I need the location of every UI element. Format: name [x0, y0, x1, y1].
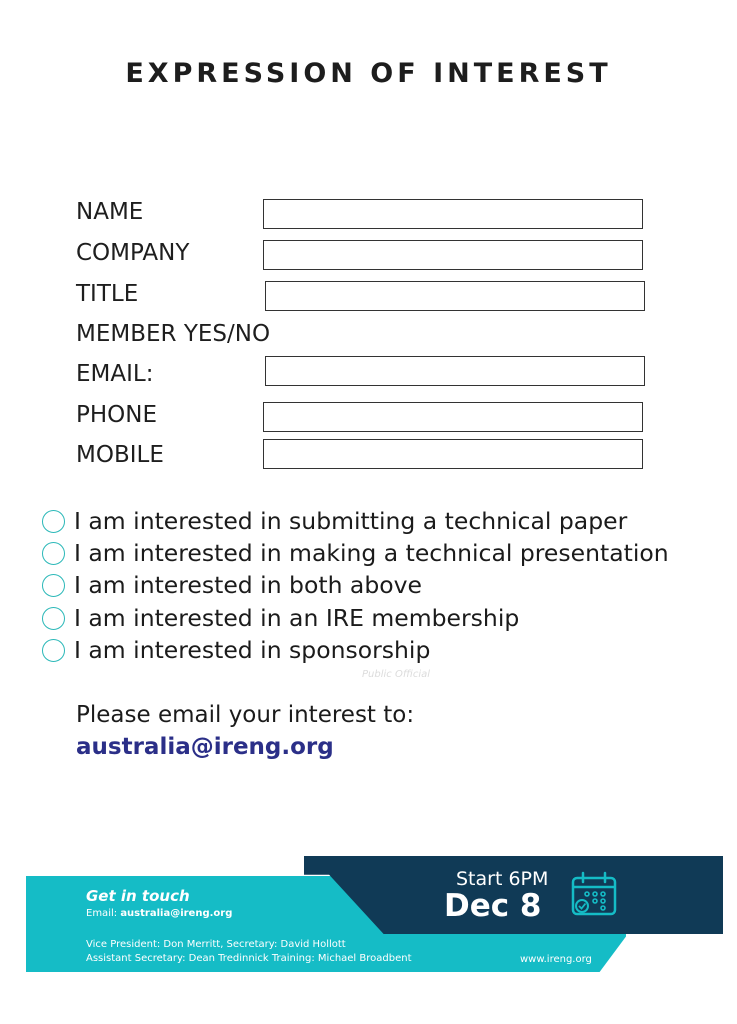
radio-button[interactable]: [42, 510, 65, 533]
radio-button[interactable]: [42, 607, 65, 630]
phone-label: PHONE: [76, 402, 158, 428]
option-both[interactable]: [42, 570, 422, 600]
email-prompt: Please email your interest to:: [76, 702, 415, 728]
email-label: EMAIL:: [76, 361, 154, 387]
phone-field[interactable]: [263, 402, 643, 432]
title-label: TITLE: [76, 281, 139, 307]
website-link[interactable]: www.ireng.org: [520, 954, 592, 965]
watermark: Public Official: [362, 669, 430, 680]
radio-button[interactable]: [42, 542, 65, 565]
mobile-label: MOBILE: [76, 442, 164, 468]
option-technical-presentation[interactable]: [42, 538, 669, 568]
option-label: I am interested in sponsorship: [74, 636, 431, 664]
option-label: I am interested in submitting a technical paper: [74, 507, 628, 535]
footer-email-address[interactable]: australia@ireng.org: [120, 908, 233, 919]
name-field[interactable]: [263, 199, 643, 229]
title-field[interactable]: [265, 281, 645, 311]
member-label: MEMBER YES/NO: [76, 321, 271, 347]
radio-button[interactable]: [42, 574, 65, 597]
company-field[interactable]: [263, 240, 643, 270]
mobile-field[interactable]: [263, 439, 643, 469]
option-membership[interactable]: [42, 603, 519, 633]
radio-button[interactable]: [42, 639, 65, 662]
option-label: I am interested in making a technical presentation: [74, 539, 669, 567]
officers-line-1: Vice President: Don Merritt, Secretary: David Hollott: [86, 939, 346, 950]
footer-email: [86, 908, 232, 919]
officers: [86, 938, 412, 966]
event-date: Dec 8: [444, 888, 542, 924]
footer: [0, 850, 737, 980]
get-in-touch-heading: Get in touch: [86, 887, 190, 905]
option-label: I am interested in both above: [74, 571, 422, 599]
footer-email-label: Email:: [86, 908, 118, 919]
page-title: EXPRESSION OF INTEREST: [125, 58, 612, 89]
option-technical-paper[interactable]: [42, 506, 627, 536]
email-link[interactable]: australia@ireng.org: [76, 734, 334, 760]
officers-line-2: Assistant Secretary: Dean Tredinnick Training: Michael Broadbent: [86, 953, 412, 964]
email-field[interactable]: [265, 356, 645, 386]
option-label: I am interested in an IRE membership: [74, 604, 520, 632]
company-label: COMPANY: [76, 240, 190, 266]
option-sponsorship[interactable]: [42, 635, 430, 665]
start-time: Start 6PM: [456, 868, 549, 890]
calendar-icon: [570, 870, 620, 920]
name-label: NAME: [76, 199, 144, 225]
